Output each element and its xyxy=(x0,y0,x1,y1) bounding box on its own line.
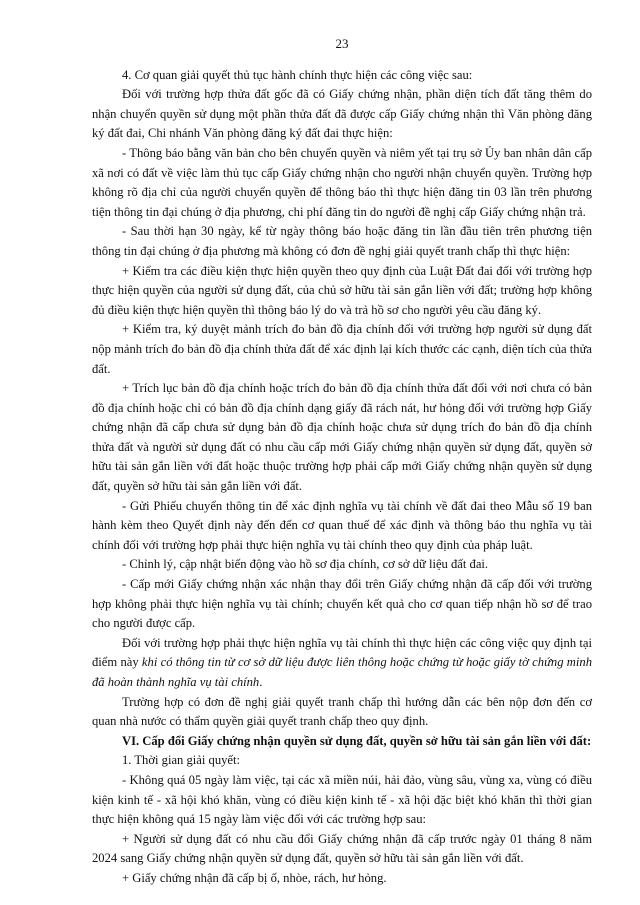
paragraph-11-tail: . xyxy=(259,675,263,689)
paragraph-7: + Trích lục bản đồ địa chính hoặc trích đo bản đồ địa chính thửa đất đối với nơi chưa có bản đồ địa chính hoặc chỉ có bản đồ địa chính dạng giấy đã rách nát, hư hỏng đối với trường hợp Giấy chứng nhận đã cấp chưa sử dụng bản đồ địa chính hoặc chưa sử dụng trích đo bản đồ địa chính thửa đất và người sử dụng đất có nhu cầu cấp mới Giấy chứng nhận quyền sử dụng đất, quyền sở hữu tài sản gắn liền với đất hoặc thuộc trường hợp phải cấp mới Giấy chứng nhận quyền sử dụng đất, quyền sở hữu tài sản gắn liền với đất. xyxy=(92,381,592,494)
paragraph-4: - Sau thời hạn 30 ngày, kể từ ngày thông báo hoặc đăng tin lần đầu tiên trên phương tiện thông tin đại chúng ở địa phương mà không có đơn đề nghị giải quyết tranh chấp thì thực hiện: xyxy=(92,224,592,258)
paragraph-10: - Cấp mới Giấy chứng nhận xác nhận thay đổi trên Giấy chứng nhận đã cấp đối với trường hợp không phải thực hiện nghĩa vụ tài chính; chuyển kết quả cho cơ quan tiếp nhận hồ sơ để trao cho người được cấp. xyxy=(92,577,592,631)
paragraph-11 xyxy=(92,634,592,693)
paragraph-9: - Chỉnh lý, cập nhật biến động vào hồ sơ địa chính, cơ sở dữ liệu đất đai. xyxy=(122,557,489,572)
paragraph-3: - Thông báo bằng văn bản cho bên chuyển quyền và niêm yết tại trụ sở Ủy ban nhân dân cấp xã nơi có đất về việc làm thủ tục cấp Giấy chứng nhận cho người nhận chuyển quyền. Trường hợp không rõ địa chỉ của người chuyển quyền để thông báo thì thực hiện đăng tin 03 lần trên phương tiện thông tin đại chúng ở địa phương, chi phí đăng tin do người đề nghị cấp Giấy chứng nhận trả. xyxy=(92,145,592,219)
paragraph-8: - Gửi Phiếu chuyển thông tin để xác định nghĩa vụ tài chính về đất đai theo Mẫu số 19 ban hành kèm theo Quyết định này đến đến cơ quan thuế để xác định và thông báo thu nghĩa vụ tài chính đối với trường hợp phải thực hiện nghĩa vụ tài chính theo quy định của pháp luật. xyxy=(92,498,592,552)
paragraph-1: 4. Cơ quan giải quyết thủ tục hành chính thực hiện các công việc sau: xyxy=(122,67,473,82)
paragraph-11-italic: khi có thông tin từ cơ sở dữ liệu được liên thông hoặc chứng từ hoặc giấy tờ chứng minh đã hoàn thành nghĩa vụ tài chính xyxy=(92,655,592,689)
paragraph-17: + Giấy chứng nhận đã cấp bị ố, nhòe, rách, hư hỏng. xyxy=(122,870,387,885)
paragraph-11-text: Đối với trường hợp phải thực hiện nghĩa vụ tài chính thì thực hiện các công việc quy định tại điểm này xyxy=(92,635,592,670)
paragraph-14: 1. Thời gian giải quyết: xyxy=(122,753,241,768)
section-heading: VI. Cấp đổi Giấy chứng nhận quyền sử dụng đất, quyền sở hữu tài sản gắn liền với đất: xyxy=(122,733,592,748)
paragraph-5: + Kiểm tra các điều kiện thực hiện quyền theo quy định của Luật Đất đai đối với trường hợp thực hiện quyền của người sử dụng đất, của chủ sở hữu tài sản gắn liền với đất; trường hợp không đủ điều kiện thực hiện quyền thì thông báo lý do và trả hồ sơ cho người yêu cầu đăng ký. xyxy=(92,263,592,317)
paragraph-6: + Kiểm tra, ký duyệt mảnh trích đo bản đồ địa chính đối với trường hợp người sử dụng đất nộp mảnh trích đo bản đồ địa chính thửa đất để xác định lại kích thước các cạnh, diện tích của thửa đất. xyxy=(92,322,592,376)
paragraph-2: Đối với trường hợp thửa đất gốc đã có Giấy chứng nhận, phần diện tích đất tăng thêm do nhận chuyển quyền sử dụng một phần thửa đất đã được cấp Giấy chứng nhận thì Văn phòng đăng ký đất đai, Chi nhánh Văn phòng đăng ký đất đai thực hiện: xyxy=(92,87,592,141)
paragraph-15: - Không quá 05 ngày làm việc, tại các xã miền núi, hải đảo, vùng sâu, vùng xa, vùng có điều kiện kinh tế - xã hội khó khăn, vùng có điều kiện kinh tế - xã hội đặc biệt khó khăn thì thời gian thực hiện không quá 15 ngày làm việc đối với các trường hợp sau: xyxy=(92,772,592,827)
paragraph-12: Trường hợp có đơn đề nghị giải quyết tranh chấp thì hướng dẫn các bên nộp đơn đến cơ quan nhà nước có thẩm quyền giải quyết tranh chấp theo quy định. xyxy=(92,694,592,729)
page-number: 23 xyxy=(335,36,349,51)
paragraph-16: + Người sử dụng đất có nhu cầu đổi Giấy chứng nhận đã cấp trước ngày 01 tháng 8 năm 2024 sang Giấy chứng nhận quyền sử dụng đất, quyền sở hữu tài sản gắn liền với đất. xyxy=(92,831,592,866)
